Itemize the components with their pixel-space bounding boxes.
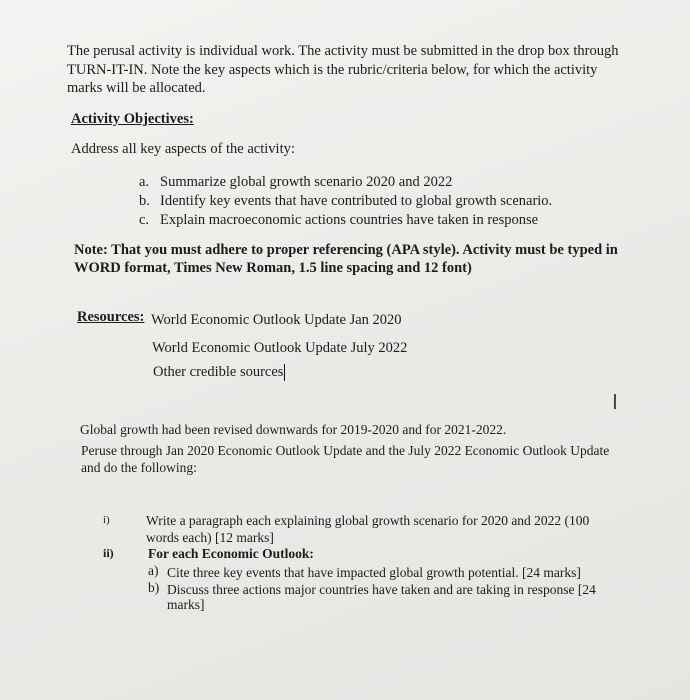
intro-line-2: TURN-IT-IN. Note the key aspects which is the rubric/criteria below, for which the activity (67, 62, 598, 78)
body-line-2: Peruse through Jan 2020 Economic Outlook Update and the July 2022 Economic Outlook Update (81, 443, 610, 458)
objective-item-b: Identify key events that have contributed to global growth scenario. (160, 193, 553, 209)
task-i-line-2: words each) [12 marks] (146, 530, 274, 545)
task-a-text: Cite three key events that have impacted global growth potential. [24 marks] (167, 565, 581, 580)
objective-marker-a: a. (139, 174, 150, 190)
intro-line-1: The perusal activity is individual work. The activity must be submitted in the drop box through (67, 43, 619, 59)
task-ii-marker: ii) (103, 546, 114, 560)
task-i-line-1: Write a paragraph each explaining global growth scenario for 2020 and 2022 (100 (146, 513, 590, 528)
resource-item-1: World Economic Outlook Update Jan 2020 (151, 312, 402, 328)
task-a-marker: a) (148, 563, 159, 578)
resources-label: Resources: (77, 309, 145, 325)
text-cursor-icon: I (612, 390, 618, 414)
task-i-marker: i) (103, 514, 110, 526)
intro-line-3: marks will be allocated. (67, 80, 206, 96)
body-line-3: and do the following: (81, 460, 197, 475)
task-b-line-2: marks] (167, 597, 205, 612)
task-b-line-1: Discuss three actions major countries have taken and are taking in response [24 (167, 582, 596, 597)
resource-item-3[interactable]: Other credible sources (153, 364, 284, 380)
objective-marker-c: c. (139, 212, 150, 228)
note-line-1: Note: That you must adhere to proper referencing (APA style). Activity must be typed in (74, 242, 618, 258)
objective-marker-b: b. (139, 193, 150, 209)
task-ii-heading: For each Economic Outlook: (148, 546, 314, 561)
objectives-lead: Address all key aspects of the activity: (71, 141, 295, 157)
resource-item-2: World Economic Outlook Update July 2022 (152, 340, 408, 356)
objective-item-c: Explain macroeconomic actions countries have taken in response (160, 212, 539, 228)
objectives-heading: Activity Objectives: (71, 111, 194, 127)
task-b-marker: b) (148, 580, 160, 595)
objective-item-a: Summarize global growth scenario 2020 and 2022 (160, 174, 453, 190)
body-line-1: Global growth had been revised downwards for 2019-2020 and for 2021-2022. (80, 422, 507, 437)
note-line-2: WORD format, Times New Roman, 1.5 line spacing and 12 font) (74, 260, 472, 276)
